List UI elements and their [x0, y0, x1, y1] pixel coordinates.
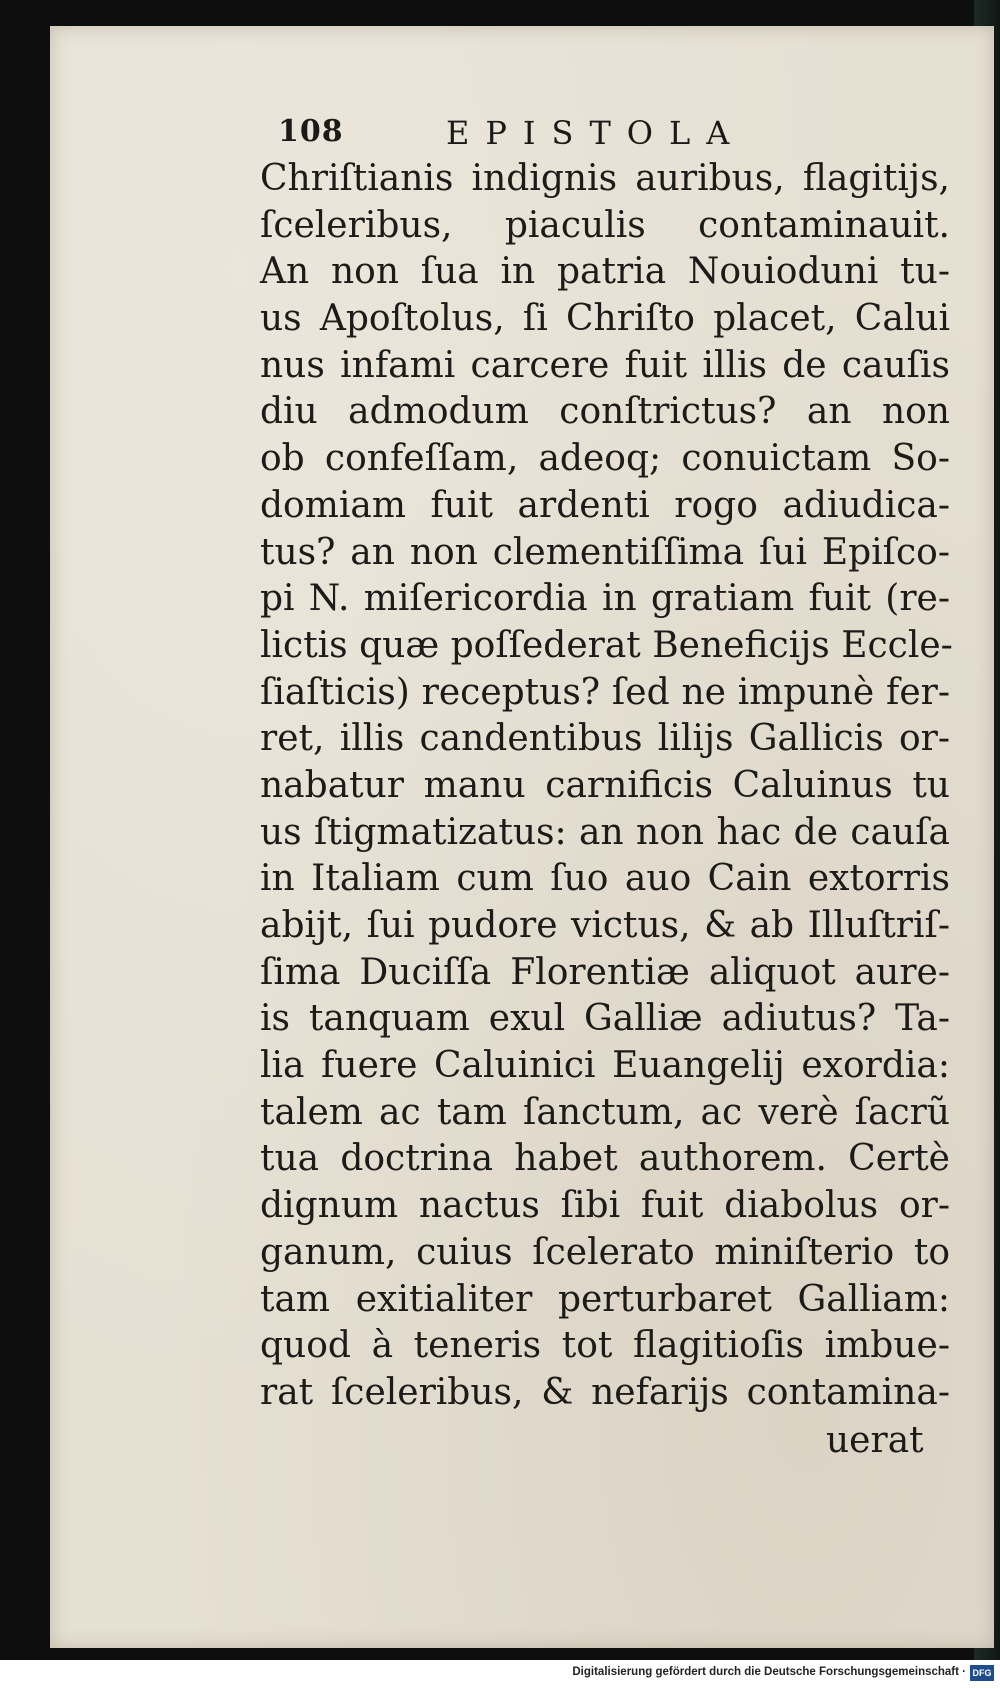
text-line: lictis quæ poſſederat Beneficijs Eccle- [260, 624, 953, 666]
folio-number: 108 [278, 114, 344, 149]
text-line: tus? an non clementiſſima ſui Epiſco- [260, 531, 950, 573]
text-line: pi N. miſericordia in gratiam fuit (re- [260, 578, 950, 620]
text-line: rat ſceleribus, & nefarijs contamina- [260, 1371, 950, 1413]
text-line: domiam fuit ardenti rogo adiudica- [260, 484, 950, 526]
text-line: ſiaſticis) receptus? ſed ne impunè fer- [260, 671, 950, 713]
text-line: ſceleribus, piaculis contaminauit. [260, 204, 950, 246]
text-line: ſima Duciſſa Florentiæ aliquot aure- [260, 951, 950, 993]
text-line: An non ſua in patria Nouioduni tu- [260, 251, 950, 293]
text-line: Chriſtianis indignis auribus, flagitijs, [260, 158, 950, 199]
book-page [50, 26, 994, 1648]
catchword: uerat [826, 1420, 924, 1461]
text-line: talem ac tam ſanctum, ac verè ſacrũ [260, 1091, 950, 1133]
text-line: tua doctrina habet authorem. Certè [260, 1138, 950, 1180]
text-line: tam exitialiter perturbaret Galliam: [260, 1278, 950, 1320]
running-title: EPISTOLA [446, 114, 746, 152]
funding-credit: Digitalisierung gefördert durch die Deutsche Forschungsgemeinschaft · [572, 1666, 966, 1678]
text-line: abijt, ſui pudore victus, & ab Illuſtriſ- [260, 905, 950, 946]
text-line: is tanquam exul Galliæ adiutus? Ta- [260, 998, 950, 1040]
text-line: diu admodum conſtrictus? an non [260, 391, 950, 433]
text-line: quod à teneris tot flagitioſis imbue- [260, 1325, 950, 1367]
text-line: ret, illis candentibus lilijs Gallicis or- [260, 718, 950, 760]
text-line: dignum nactus ſibi fuit diabolus or- [260, 1185, 950, 1227]
digitization-footer [0, 1660, 1000, 1689]
text-line: us Apoſtolus, ſi Chriſto placet, Calui [260, 298, 950, 340]
dfg-logo-icon: DFG [970, 1665, 994, 1681]
text-line: lia fuere Caluinici Euangelij exordia: [260, 1045, 950, 1087]
text-line: us ſtigmatizatus: an non hac de cauſa [260, 811, 950, 853]
text-line: nabatur manu carnificis Caluinus tu [260, 764, 950, 806]
text-line: in Italiam cum ſuo auo Cain extorris [260, 858, 950, 900]
text-line: ob confeſſam, adeoq; conuictam So- [260, 438, 950, 480]
body-text [260, 156, 953, 1417]
text-line: nus infami carcere fuit illis de cauſis [260, 344, 950, 386]
text-line: ganum, cuius ſcelerato miniſterio to [260, 1231, 950, 1273]
